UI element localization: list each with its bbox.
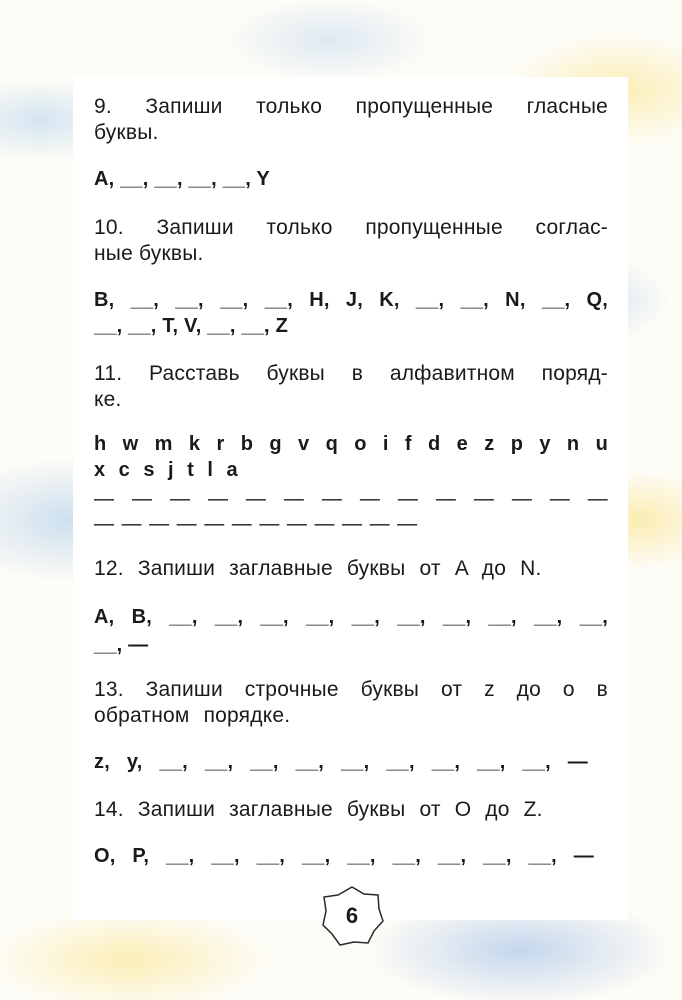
task-11-letters-line-2: x c s j t l a: [94, 459, 242, 481]
task-13-prompt-line-1: 13. Запиши строчные буквы от z до o в: [94, 678, 608, 701]
task-10-prompt-line-2: ные буквы.: [94, 242, 204, 265]
task-13-prompt-line-2: обратном порядке.: [94, 704, 291, 727]
task-14-answer-line: O, P, __, __, __, __, __, __, __, __, __, —: [94, 845, 594, 867]
task-10-prompt-line-1: 10. Запиши только пропущенные соглас-: [94, 216, 608, 239]
task-9-prompt-line-1: 9. Запиши только пропущенные гласные: [94, 95, 608, 118]
page-number: 6: [345, 903, 359, 928]
task-10-answer-line-1: B, __, __, __, __, H, J, K, __, __, N, __, Q,: [94, 289, 608, 311]
task-9-prompt-line-2: буквы.: [94, 121, 159, 144]
task-11-blank-line-2: — — — — — — — — — — — —: [94, 513, 419, 535]
task-10-answer-line-2: __, __, T, V, __, __, Z: [94, 315, 288, 337]
task-11-prompt-line-1: 11. Расставь буквы в алфавитном поряд-: [94, 362, 608, 385]
task-9-answer-line: A, __, __, __, __, Y: [94, 168, 270, 190]
task-12-answer-line-2: __, —: [94, 634, 149, 656]
task-14-prompt-line-1: 14. Запиши заглавные буквы от O до Z.: [94, 798, 543, 821]
task-11-letters-line-1: h w m k r b g v q o i f d e z p y n u: [94, 433, 608, 455]
task-11-prompt-line-2: ке.: [94, 388, 122, 411]
task-13-answer-line: z, y, __, __, __, __, __, __, __, __, __, —: [94, 751, 588, 773]
task-12-prompt-line-1: 12. Запиши заглавные буквы от A до N.: [94, 557, 542, 580]
page-number-badge: [320, 885, 384, 947]
task-12-answer-line-1: A, B, __, __, __, __, __, __, __, __, __, __,: [94, 606, 608, 628]
task-11-blank-line-1: — — — — — — — — — — — — — —: [94, 488, 608, 510]
